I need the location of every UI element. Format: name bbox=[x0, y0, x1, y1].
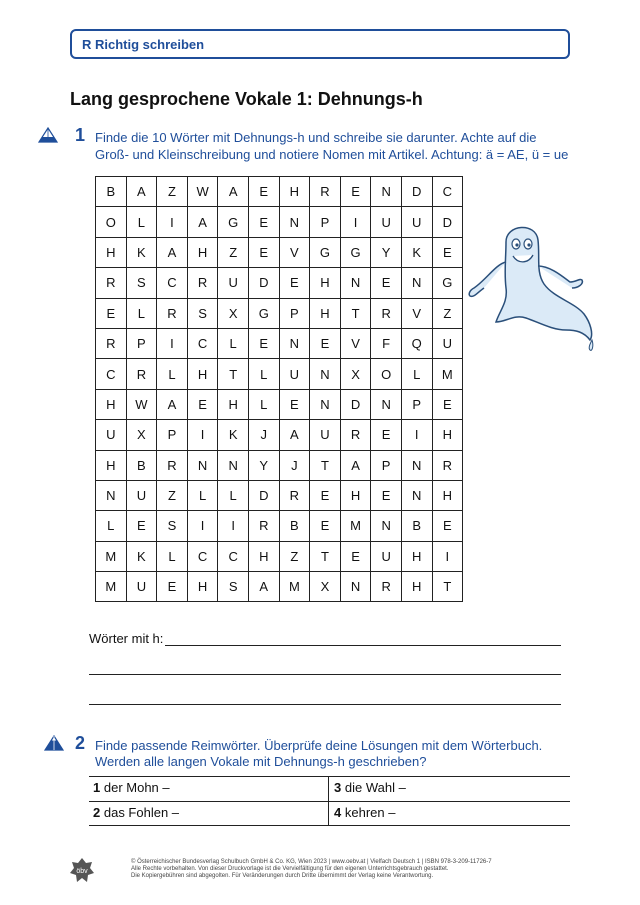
grid-cell[interactable]: B bbox=[96, 177, 127, 207]
rhyme-cell-4[interactable] bbox=[334, 805, 395, 820]
footer-copyright: © Österreichischer Bundesverlag Schulbuch GmbH & Co. KG, Wien 2023 | www.oebv.at | Vielfach Deutsch 1 | ISBN 978-3-209-11726-7 bbox=[131, 859, 492, 865]
grid-cell[interactable]: P bbox=[157, 420, 188, 450]
grid-row bbox=[96, 511, 463, 541]
grid-cell[interactable]: E bbox=[371, 268, 402, 298]
svg-text:öbv: öbv bbox=[76, 868, 88, 875]
grid-cell[interactable]: G bbox=[340, 237, 371, 267]
rhyme-table-bottom-border bbox=[89, 825, 570, 826]
rhyme-row-1 bbox=[89, 776, 570, 800]
grid-cell[interactable]: N bbox=[401, 450, 432, 480]
grid-cell[interactable]: E bbox=[432, 237, 463, 267]
grid-cell[interactable]: N bbox=[187, 450, 218, 480]
grid-cell[interactable]: R bbox=[96, 268, 127, 298]
rhyme-word: die Wahl – bbox=[344, 780, 406, 795]
grid-cell[interactable]: H bbox=[432, 480, 463, 510]
grid-cell[interactable]: M bbox=[340, 511, 371, 541]
grid-cell[interactable]: N bbox=[96, 480, 127, 510]
grid-cell[interactable]: L bbox=[401, 359, 432, 389]
footer-disclaimer: Die Kopiergebühren sind abgegolten. Für Veränderungen durch Dritte übernimmt der Verlag keine Verantwortung. bbox=[131, 873, 434, 879]
grid-cell[interactable]: F bbox=[371, 328, 402, 358]
task-2-instruction-line-1: Finde passende Reimwörter. Überprüfe deine Lösungen mit dem Wörterbuch. bbox=[95, 738, 543, 753]
grid-row bbox=[96, 177, 463, 207]
grid-cell[interactable]: U bbox=[126, 572, 157, 602]
grid-cell[interactable]: Z bbox=[279, 541, 310, 571]
grid-cell[interactable]: G bbox=[310, 237, 341, 267]
grid-cell[interactable]: D bbox=[248, 480, 279, 510]
rhyme-cell-2[interactable] bbox=[93, 805, 179, 820]
grid-cell[interactable]: H bbox=[401, 572, 432, 602]
grid-cell[interactable]: E bbox=[279, 268, 310, 298]
grid-cell[interactable]: L bbox=[126, 298, 157, 328]
grid-cell[interactable]: E bbox=[126, 511, 157, 541]
grid-cell[interactable]: T bbox=[340, 298, 371, 328]
page-title: Lang gesprochene Vokale 1: Dehnungs-h bbox=[70, 89, 423, 109]
grid-cell[interactable]: D bbox=[248, 268, 279, 298]
grid-cell[interactable]: R bbox=[340, 420, 371, 450]
grid-cell[interactable]: E bbox=[279, 389, 310, 419]
grid-cell[interactable]: I bbox=[218, 511, 249, 541]
grid-row bbox=[96, 298, 463, 328]
answer-line-3[interactable] bbox=[89, 704, 561, 705]
grid-cell[interactable]: E bbox=[248, 328, 279, 358]
grid-cell[interactable]: X bbox=[126, 420, 157, 450]
grid-cell[interactable]: V bbox=[279, 237, 310, 267]
grid-cell[interactable]: H bbox=[187, 572, 218, 602]
grid-row bbox=[96, 328, 463, 358]
grid-cell[interactable]: J bbox=[248, 420, 279, 450]
grid-cell[interactable]: M bbox=[432, 359, 463, 389]
grid-cell[interactable]: A bbox=[187, 207, 218, 237]
grid-cell[interactable]: U bbox=[401, 207, 432, 237]
grid-cell[interactable]: V bbox=[401, 298, 432, 328]
grid-cell[interactable]: I bbox=[340, 207, 371, 237]
grid-cell[interactable]: I bbox=[187, 420, 218, 450]
grid-cell[interactable]: L bbox=[187, 480, 218, 510]
task-1-instruction-line-2: Groß- und Kleinschreibung und notiere Nomen mit Artikel. Achtung: ä = AE, ü = ue bbox=[95, 147, 569, 162]
grid-cell[interactable]: E bbox=[248, 237, 279, 267]
grid-cell[interactable]: P bbox=[126, 328, 157, 358]
grid-cell[interactable]: L bbox=[157, 359, 188, 389]
grid-cell[interactable]: I bbox=[187, 511, 218, 541]
grid-cell[interactable]: W bbox=[187, 177, 218, 207]
grid-cell[interactable]: K bbox=[126, 237, 157, 267]
rhyme-number: 4 bbox=[334, 805, 342, 820]
grid-cell[interactable]: A bbox=[126, 177, 157, 207]
grid-cell[interactable]: D bbox=[432, 207, 463, 237]
task-1-number: 1 bbox=[75, 125, 86, 145]
grid-cell[interactable]: E bbox=[187, 389, 218, 419]
grid-row bbox=[96, 450, 463, 480]
grid-cell[interactable]: H bbox=[187, 237, 218, 267]
grid-cell[interactable]: Y bbox=[371, 237, 402, 267]
grid-cell[interactable]: U bbox=[310, 420, 341, 450]
grid-cell[interactable]: E bbox=[310, 328, 341, 358]
grid-cell[interactable]: K bbox=[126, 541, 157, 571]
grid-cell[interactable]: X bbox=[340, 359, 371, 389]
rhyme-word: kehren – bbox=[344, 805, 396, 820]
grid-cell[interactable]: N bbox=[371, 389, 402, 419]
grid-cell[interactable]: N bbox=[279, 328, 310, 358]
grid-cell[interactable]: K bbox=[218, 420, 249, 450]
grid-cell[interactable]: M bbox=[96, 572, 127, 602]
footer-rights: Alle Rechte vorbehalten. Von dieser Druckvorlage ist die Vervielfältigung für den eigenen Unterrichtsgebrauch gestattet. bbox=[131, 866, 449, 872]
answer-label: Wörter mit h: bbox=[89, 631, 164, 646]
grid-cell[interactable]: E bbox=[432, 511, 463, 541]
grid-cell[interactable]: V bbox=[340, 328, 371, 358]
grid-cell[interactable]: R bbox=[371, 298, 402, 328]
grid-row bbox=[96, 207, 463, 237]
grid-cell[interactable]: U bbox=[371, 541, 402, 571]
grid-cell[interactable]: E bbox=[340, 541, 371, 571]
grid-cell[interactable]: Z bbox=[157, 480, 188, 510]
task-2-instruction-line-2: Werden alle langen Vokale mit Dehnungs-h geschrieben? bbox=[95, 754, 427, 769]
rhyme-word: der Mohn – bbox=[103, 780, 170, 795]
grid-row bbox=[96, 480, 463, 510]
grid-cell[interactable]: H bbox=[96, 389, 127, 419]
pyramid-level-1-icon bbox=[38, 127, 58, 143]
grid-cell[interactable]: H bbox=[248, 541, 279, 571]
grid-row bbox=[96, 541, 463, 571]
grid-cell[interactable]: N bbox=[310, 359, 341, 389]
grid-cell[interactable]: A bbox=[279, 420, 310, 450]
grid-cell[interactable]: M bbox=[279, 572, 310, 602]
grid-cell[interactable]: H bbox=[310, 268, 341, 298]
grid-cell[interactable]: O bbox=[96, 207, 127, 237]
pyramid-level-2-icon bbox=[44, 735, 64, 751]
grid-cell[interactable]: E bbox=[310, 480, 341, 510]
grid-cell[interactable]: X bbox=[218, 298, 249, 328]
grid-cell[interactable]: L bbox=[218, 480, 249, 510]
grid-cell[interactable]: H bbox=[96, 237, 127, 267]
grid-cell[interactable]: U bbox=[96, 420, 127, 450]
grid-cell[interactable]: H bbox=[310, 298, 341, 328]
grid-cell[interactable]: E bbox=[371, 480, 402, 510]
grid-cell[interactable]: R bbox=[126, 359, 157, 389]
grid-cell[interactable]: I bbox=[432, 541, 463, 571]
grid-row bbox=[96, 572, 463, 602]
grid-cell[interactable]: B bbox=[401, 511, 432, 541]
grid-cell[interactable]: W bbox=[126, 389, 157, 419]
grid-cell[interactable]: C bbox=[187, 328, 218, 358]
grid-cell[interactable]: Z bbox=[432, 298, 463, 328]
grid-cell[interactable]: S bbox=[126, 268, 157, 298]
grid-cell[interactable]: A bbox=[340, 450, 371, 480]
publisher-logo bbox=[70, 857, 94, 883]
answer-line-2[interactable] bbox=[89, 674, 561, 675]
grid-cell[interactable]: A bbox=[157, 237, 188, 267]
grid-cell[interactable]: L bbox=[248, 389, 279, 419]
grid-cell[interactable]: X bbox=[310, 572, 341, 602]
grid-cell[interactable]: P bbox=[279, 298, 310, 328]
grid-cell[interactable]: U bbox=[218, 268, 249, 298]
grid-cell[interactable]: E bbox=[340, 177, 371, 207]
grid-cell[interactable]: N bbox=[371, 177, 402, 207]
grid-cell[interactable]: S bbox=[157, 511, 188, 541]
grid-cell[interactable]: N bbox=[371, 511, 402, 541]
grid-cell[interactable]: E bbox=[310, 511, 341, 541]
grid-row bbox=[96, 237, 463, 267]
ghost-illustration bbox=[466, 222, 596, 352]
grid-cell[interactable]: A bbox=[157, 389, 188, 419]
grid-cell[interactable]: S bbox=[218, 572, 249, 602]
grid-row bbox=[96, 268, 463, 298]
grid-cell[interactable]: R bbox=[432, 450, 463, 480]
grid-cell[interactable]: R bbox=[371, 572, 402, 602]
grid-cell[interactable]: I bbox=[157, 207, 188, 237]
rhyme-number: 3 bbox=[334, 780, 342, 795]
grid-cell[interactable]: S bbox=[187, 298, 218, 328]
grid-cell[interactable]: N bbox=[340, 268, 371, 298]
grid-cell[interactable]: G bbox=[432, 268, 463, 298]
grid-cell[interactable]: E bbox=[96, 298, 127, 328]
grid-cell[interactable]: U bbox=[371, 207, 402, 237]
grid-cell[interactable]: H bbox=[401, 541, 432, 571]
grid-row bbox=[96, 420, 463, 450]
grid-cell[interactable]: R bbox=[157, 298, 188, 328]
grid-cell[interactable]: T bbox=[310, 450, 341, 480]
grid-cell[interactable]: R bbox=[310, 177, 341, 207]
grid-cell[interactable]: O bbox=[371, 359, 402, 389]
rhyme-cell-1[interactable] bbox=[93, 780, 170, 795]
task-2-number: 2 bbox=[75, 733, 86, 753]
rhyme-number: 1 bbox=[93, 780, 101, 795]
grid-cell[interactable]: I bbox=[401, 420, 432, 450]
grid-cell[interactable]: L bbox=[96, 511, 127, 541]
grid-cell[interactable]: D bbox=[340, 389, 371, 419]
grid-cell[interactable]: K bbox=[401, 237, 432, 267]
grid-cell[interactable]: D bbox=[401, 177, 432, 207]
grid-cell[interactable]: N bbox=[401, 268, 432, 298]
grid-cell[interactable]: C bbox=[157, 268, 188, 298]
grid-cell[interactable]: R bbox=[279, 480, 310, 510]
grid-cell[interactable]: H bbox=[432, 420, 463, 450]
grid-cell[interactable]: P bbox=[401, 389, 432, 419]
grid-cell[interactable]: M bbox=[96, 541, 127, 571]
grid-cell[interactable]: R bbox=[248, 511, 279, 541]
grid-cell[interactable]: Z bbox=[218, 237, 249, 267]
grid-cell[interactable]: N bbox=[401, 480, 432, 510]
grid-cell[interactable]: P bbox=[371, 450, 402, 480]
rhyme-row-2 bbox=[89, 801, 570, 825]
grid-cell[interactable]: U bbox=[432, 328, 463, 358]
grid-cell[interactable]: N bbox=[340, 572, 371, 602]
grid-row bbox=[96, 359, 463, 389]
grid-cell[interactable]: L bbox=[248, 359, 279, 389]
grid-cell[interactable]: A bbox=[248, 572, 279, 602]
grid-cell[interactable]: L bbox=[126, 207, 157, 237]
grid-cell[interactable]: Z bbox=[157, 177, 188, 207]
grid-cell[interactable]: T bbox=[218, 359, 249, 389]
grid-cell[interactable]: Q bbox=[401, 328, 432, 358]
grid-cell[interactable]: C bbox=[187, 541, 218, 571]
grid-cell[interactable]: R bbox=[157, 450, 188, 480]
grid-cell[interactable]: G bbox=[218, 207, 249, 237]
grid-cell[interactable]: H bbox=[96, 450, 127, 480]
rhyme-cell-3[interactable] bbox=[334, 780, 406, 795]
grid-cell[interactable]: T bbox=[432, 572, 463, 602]
grid-cell[interactable]: L bbox=[218, 328, 249, 358]
rhyme-word: das Fohlen – bbox=[103, 805, 180, 820]
grid-cell[interactable]: E bbox=[432, 389, 463, 419]
task-1-instruction-line-1: Finde die 10 Wörter mit Dehnungs-h und schreibe sie darunter. Achte auf die bbox=[95, 130, 537, 145]
word-search-grid bbox=[95, 176, 463, 602]
grid-cell[interactable]: U bbox=[279, 359, 310, 389]
grid-cell[interactable]: B bbox=[279, 511, 310, 541]
grid-row bbox=[96, 389, 463, 419]
grid-cell[interactable]: C bbox=[96, 359, 127, 389]
grid-cell[interactable]: P bbox=[310, 207, 341, 237]
grid-cell[interactable]: N bbox=[279, 207, 310, 237]
grid-cell[interactable]: Y bbox=[248, 450, 279, 480]
grid-cell[interactable]: G bbox=[248, 298, 279, 328]
grid-cell[interactable]: E bbox=[157, 572, 188, 602]
grid-cell[interactable]: E bbox=[248, 207, 279, 237]
grid-cell[interactable]: T bbox=[310, 541, 341, 571]
rhyme-number: 2 bbox=[93, 805, 101, 820]
grid-cell[interactable]: L bbox=[157, 541, 188, 571]
grid-cell[interactable]: C bbox=[218, 541, 249, 571]
grid-cell[interactable]: H bbox=[279, 177, 310, 207]
grid-cell[interactable]: H bbox=[187, 359, 218, 389]
grid-cell[interactable]: E bbox=[248, 177, 279, 207]
grid-cell[interactable]: N bbox=[310, 389, 341, 419]
grid-cell[interactable]: J bbox=[279, 450, 310, 480]
grid-cell[interactable]: C bbox=[432, 177, 463, 207]
grid-cell[interactable]: R bbox=[96, 328, 127, 358]
grid-cell[interactable]: I bbox=[157, 328, 188, 358]
section-header-label: R Richtig schreiben bbox=[82, 37, 205, 52]
section-header bbox=[70, 29, 570, 59]
answer-line-1[interactable] bbox=[165, 645, 561, 646]
grid-cell[interactable]: H bbox=[340, 480, 371, 510]
grid-cell[interactable]: B bbox=[126, 450, 157, 480]
grid-cell[interactable]: H bbox=[218, 389, 249, 419]
grid-cell[interactable]: N bbox=[218, 450, 249, 480]
grid-cell[interactable]: U bbox=[126, 480, 157, 510]
grid-cell[interactable]: A bbox=[218, 177, 249, 207]
grid-cell[interactable]: E bbox=[371, 420, 402, 450]
grid-cell[interactable]: R bbox=[187, 268, 218, 298]
